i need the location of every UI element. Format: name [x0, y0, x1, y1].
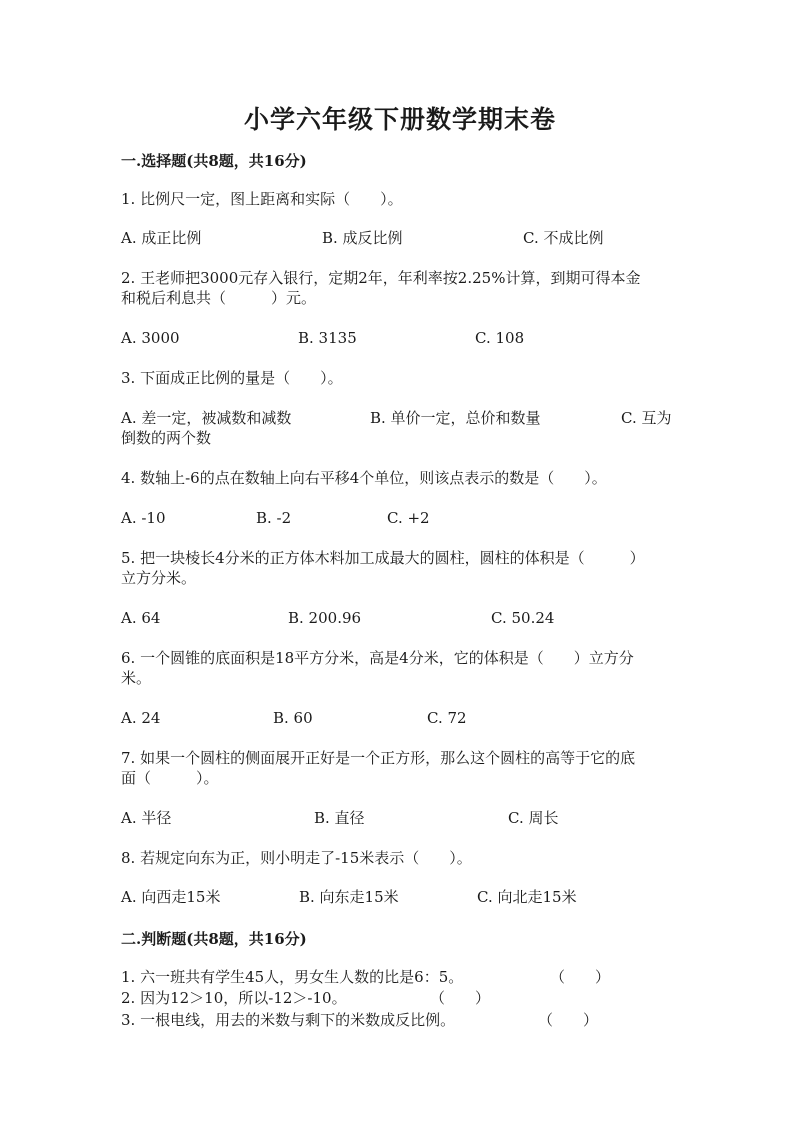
option-c: C. 互为	[621, 409, 672, 427]
question-text-continuation: 立方分米。	[121, 569, 197, 587]
option-a: A. 成正比例	[121, 229, 202, 247]
option-b: B. 3135	[298, 329, 357, 347]
question-text: 5. 把一块棱长4分米的正方体木料加工成最大的圆柱，圆柱的体积是（ ）	[121, 549, 645, 567]
option-c: C. 周长	[508, 809, 559, 827]
question-text-continuation: 面（ ）。	[121, 769, 219, 787]
question-text: 3. 下面成正比例的量是（ ）。	[121, 369, 343, 387]
option-a: A. 向西走15米	[121, 888, 221, 906]
option-b: B. 60	[273, 709, 313, 727]
option-b: B. 200.96	[288, 609, 362, 627]
option-a: A. 64	[121, 609, 161, 627]
option-c: C. 50.24	[491, 609, 555, 627]
option-b: B. 直径	[314, 809, 365, 827]
option-c: C. 72	[427, 709, 467, 727]
option-c: C. 不成比例	[523, 229, 604, 247]
option-c: C. 向北走15米	[477, 888, 577, 906]
option-a: A. -10	[121, 509, 166, 527]
option-b: B. -2	[256, 509, 292, 527]
option-a: A. 24	[121, 709, 161, 727]
answer-blank[interactable]: （ ）	[430, 989, 491, 1007]
question-text: 4. 数轴上-6的点在数轴上向右平移4个单位，则该点表示的数是（ ）。	[121, 469, 607, 487]
option-c-continuation: 倒数的两个数	[121, 429, 212, 447]
tf-question-text: 2. 因为12＞10，所以-12＞-10。	[121, 989, 347, 1007]
question-text: 6. 一个圆锥的底面积是18平方分米，高是4分米，它的体积是（ ）立方分	[121, 649, 634, 667]
exam-title: 小学六年级下册数学期末卷	[243, 105, 556, 134]
question-text: 7. 如果一个圆柱的侧面展开正好是一个正方形，那么这个圆柱的高等于它的底	[121, 749, 636, 767]
option-a: A. 差一定，被减数和减数	[121, 409, 292, 427]
section-heading-choice: 一.选择题(共8题，共16分)	[121, 152, 307, 170]
option-a: A. 3000	[121, 329, 180, 347]
option-c: C. 108	[475, 329, 525, 347]
tf-question-text: 3. 一根电线，用去的米数与剩下的米数成反比例。	[121, 1011, 456, 1029]
tf-question-text: 1. 六一班共有学生45人，男女生人数的比是6：5。	[121, 968, 464, 986]
option-b: B. 向东走15米	[299, 888, 399, 906]
question-text-continuation: 和税后利息共（ ）元。	[121, 289, 317, 307]
question-text: 8. 若规定向东为正，则小明走了-15米表示（ ）。	[121, 849, 472, 867]
question-text: 2. 王老师把3000元存入银行，定期2年，年利率按2.25%计算，到期可得本金	[121, 269, 641, 287]
answer-blank[interactable]: （ ）	[550, 968, 611, 986]
section-heading-true-false: 二.判断题(共8题，共16分)	[121, 930, 307, 948]
question-text-continuation: 米。	[121, 669, 152, 687]
option-c: C. +2	[387, 509, 430, 527]
option-b: B. 单价一定，总价和数量	[370, 409, 541, 427]
option-b: B. 成反比例	[322, 229, 403, 247]
option-a: A. 半径	[121, 809, 172, 827]
question-text: 1. 比例尺一定，图上距离和实际（ ）。	[121, 190, 403, 208]
answer-blank[interactable]: （ ）	[538, 1011, 599, 1029]
